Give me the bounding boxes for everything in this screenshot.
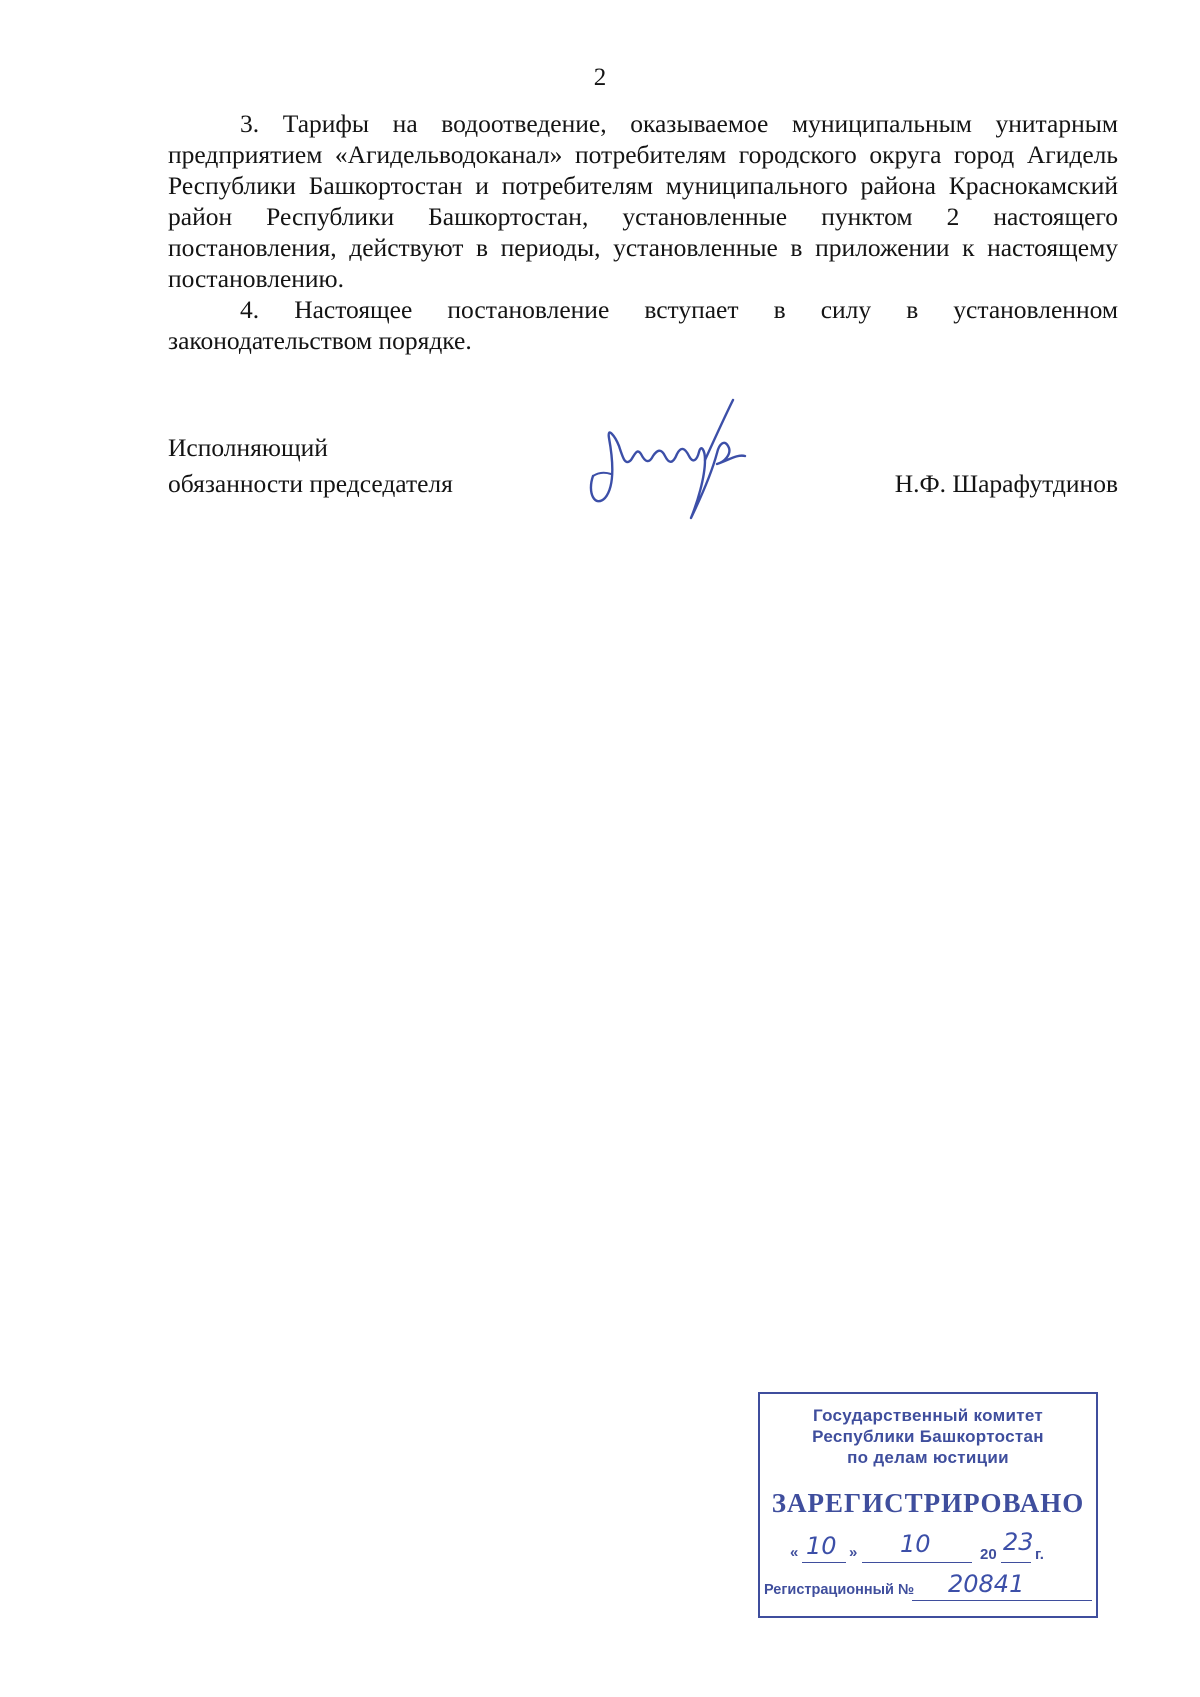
body-text — [168, 108, 1118, 356]
stamp-line2: Республики Башкортостан — [812, 1427, 1044, 1446]
stamp-month-line — [862, 1562, 972, 1563]
signatory-name: Н.Ф. Шарафутдинов — [894, 469, 1118, 498]
paragraph-4: 4. Настоящее постановление вступает в силу в установленном законодательством порядке. — [168, 295, 1118, 355]
stamp-line3: по делам юстиции — [847, 1448, 1009, 1467]
stamp-year-prefix: 20 — [980, 1546, 997, 1563]
stamp-year-line — [1001, 1562, 1031, 1563]
signatory-position-line1: Исполняющий — [168, 433, 328, 462]
handwritten-signature — [585, 398, 755, 523]
stamp-month: 10 — [900, 1530, 931, 1558]
stamp-close-quote: » — [849, 1544, 858, 1561]
stamp-status: ЗАРЕГИСТРИРОВАНО — [771, 1488, 1085, 1518]
stamp-reg-label: Регистрационный № — [764, 1582, 915, 1598]
registration-stamp — [758, 1392, 1098, 1618]
signatory-position — [168, 430, 453, 502]
stamp-line1: Государственный комитет — [812, 1406, 1043, 1425]
page-number: 2 — [593, 64, 607, 91]
stamp-day: 10 — [806, 1532, 837, 1560]
stamp-year: 23 — [1003, 1528, 1034, 1556]
paragraph-3: 3. Тарифы на водоотведение, оказываемое муниципальным унитарным предприятием «Агидельводоканал» потребителям городского округа город Агидель Республики Башкортостан и потребителям муниципального района Краснокамский район Республики Башкортостан, установленные пунктом 2 настоящего постановления, действуют в периоды, установленные в приложении к настоящему постановлению. — [168, 109, 1118, 293]
signatory-position-line2: обязанности председателя — [168, 469, 453, 498]
stamp-day-line — [802, 1562, 846, 1563]
stamp-reg-line — [912, 1600, 1092, 1601]
stamp-reg-number: 20841 — [948, 1570, 1025, 1598]
stamp-open-quote: « — [790, 1544, 799, 1561]
stamp-year-suffix: г. — [1035, 1546, 1044, 1563]
